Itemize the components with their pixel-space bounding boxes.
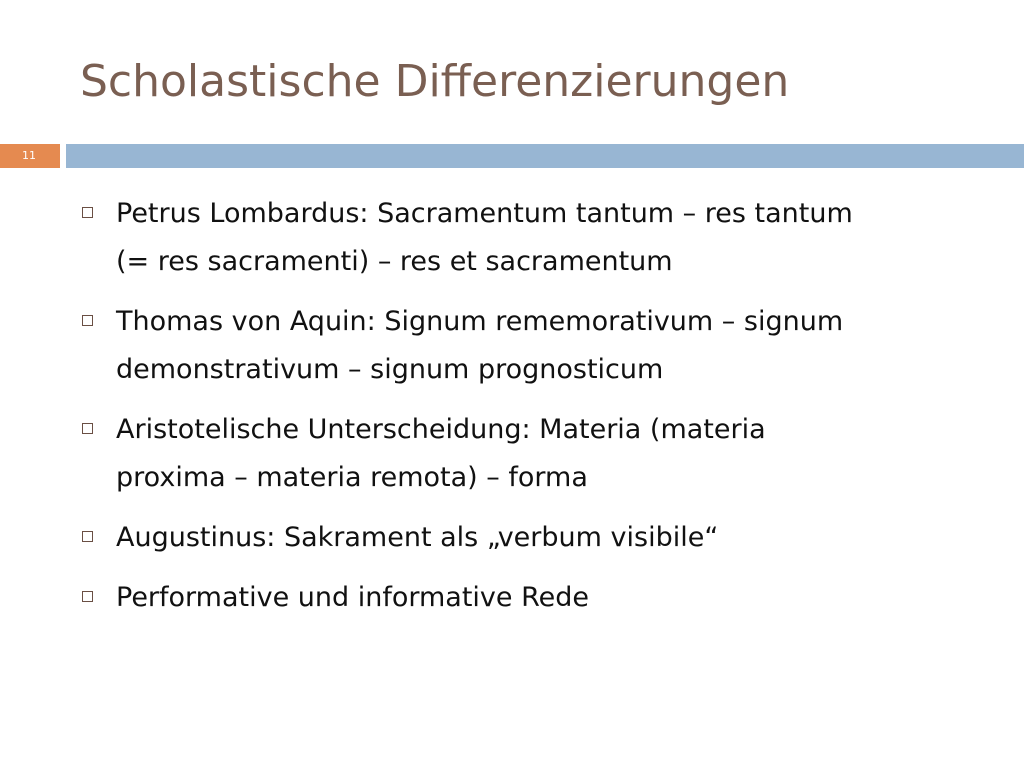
- bullet-item: [80, 406, 1000, 502]
- bullet-line: demonstrativum – signum prognosticum: [116, 354, 664, 385]
- square-bullet-icon: [82, 531, 93, 542]
- bullet-line: (= res sacramenti) – res et sacramentum: [116, 246, 673, 277]
- bullet-item: [80, 514, 1000, 562]
- bullet-list: [80, 190, 1000, 634]
- bullet-item: [80, 298, 1000, 394]
- square-bullet-icon: [82, 315, 93, 326]
- bullet-item: [80, 190, 1000, 286]
- page-number-badge: [0, 144, 60, 168]
- square-bullet-icon: [82, 591, 93, 602]
- square-bullet-icon: [82, 207, 93, 218]
- bullet-line: Petrus Lombardus: Sacramentum tantum – res tantum: [116, 198, 853, 229]
- bullet-line: Thomas von Aquin: Signum rememorativum – signum: [116, 306, 844, 337]
- header-rule-bar: [66, 144, 1024, 168]
- page-number: 11: [22, 149, 36, 162]
- bullet-line: proxima – materia remota) – forma: [116, 462, 588, 493]
- bullet-line: Aristotelische Unterscheidung: Materia (materia: [116, 414, 766, 445]
- square-bullet-icon: [82, 423, 93, 434]
- bullet-line: Augustinus: Sakrament als „verbum visibile“: [116, 522, 719, 553]
- slide-title: Scholastische Differenzierungen: [80, 56, 790, 107]
- bullet-line: Performative und informative Rede: [116, 582, 590, 613]
- bullet-item: [80, 574, 1000, 622]
